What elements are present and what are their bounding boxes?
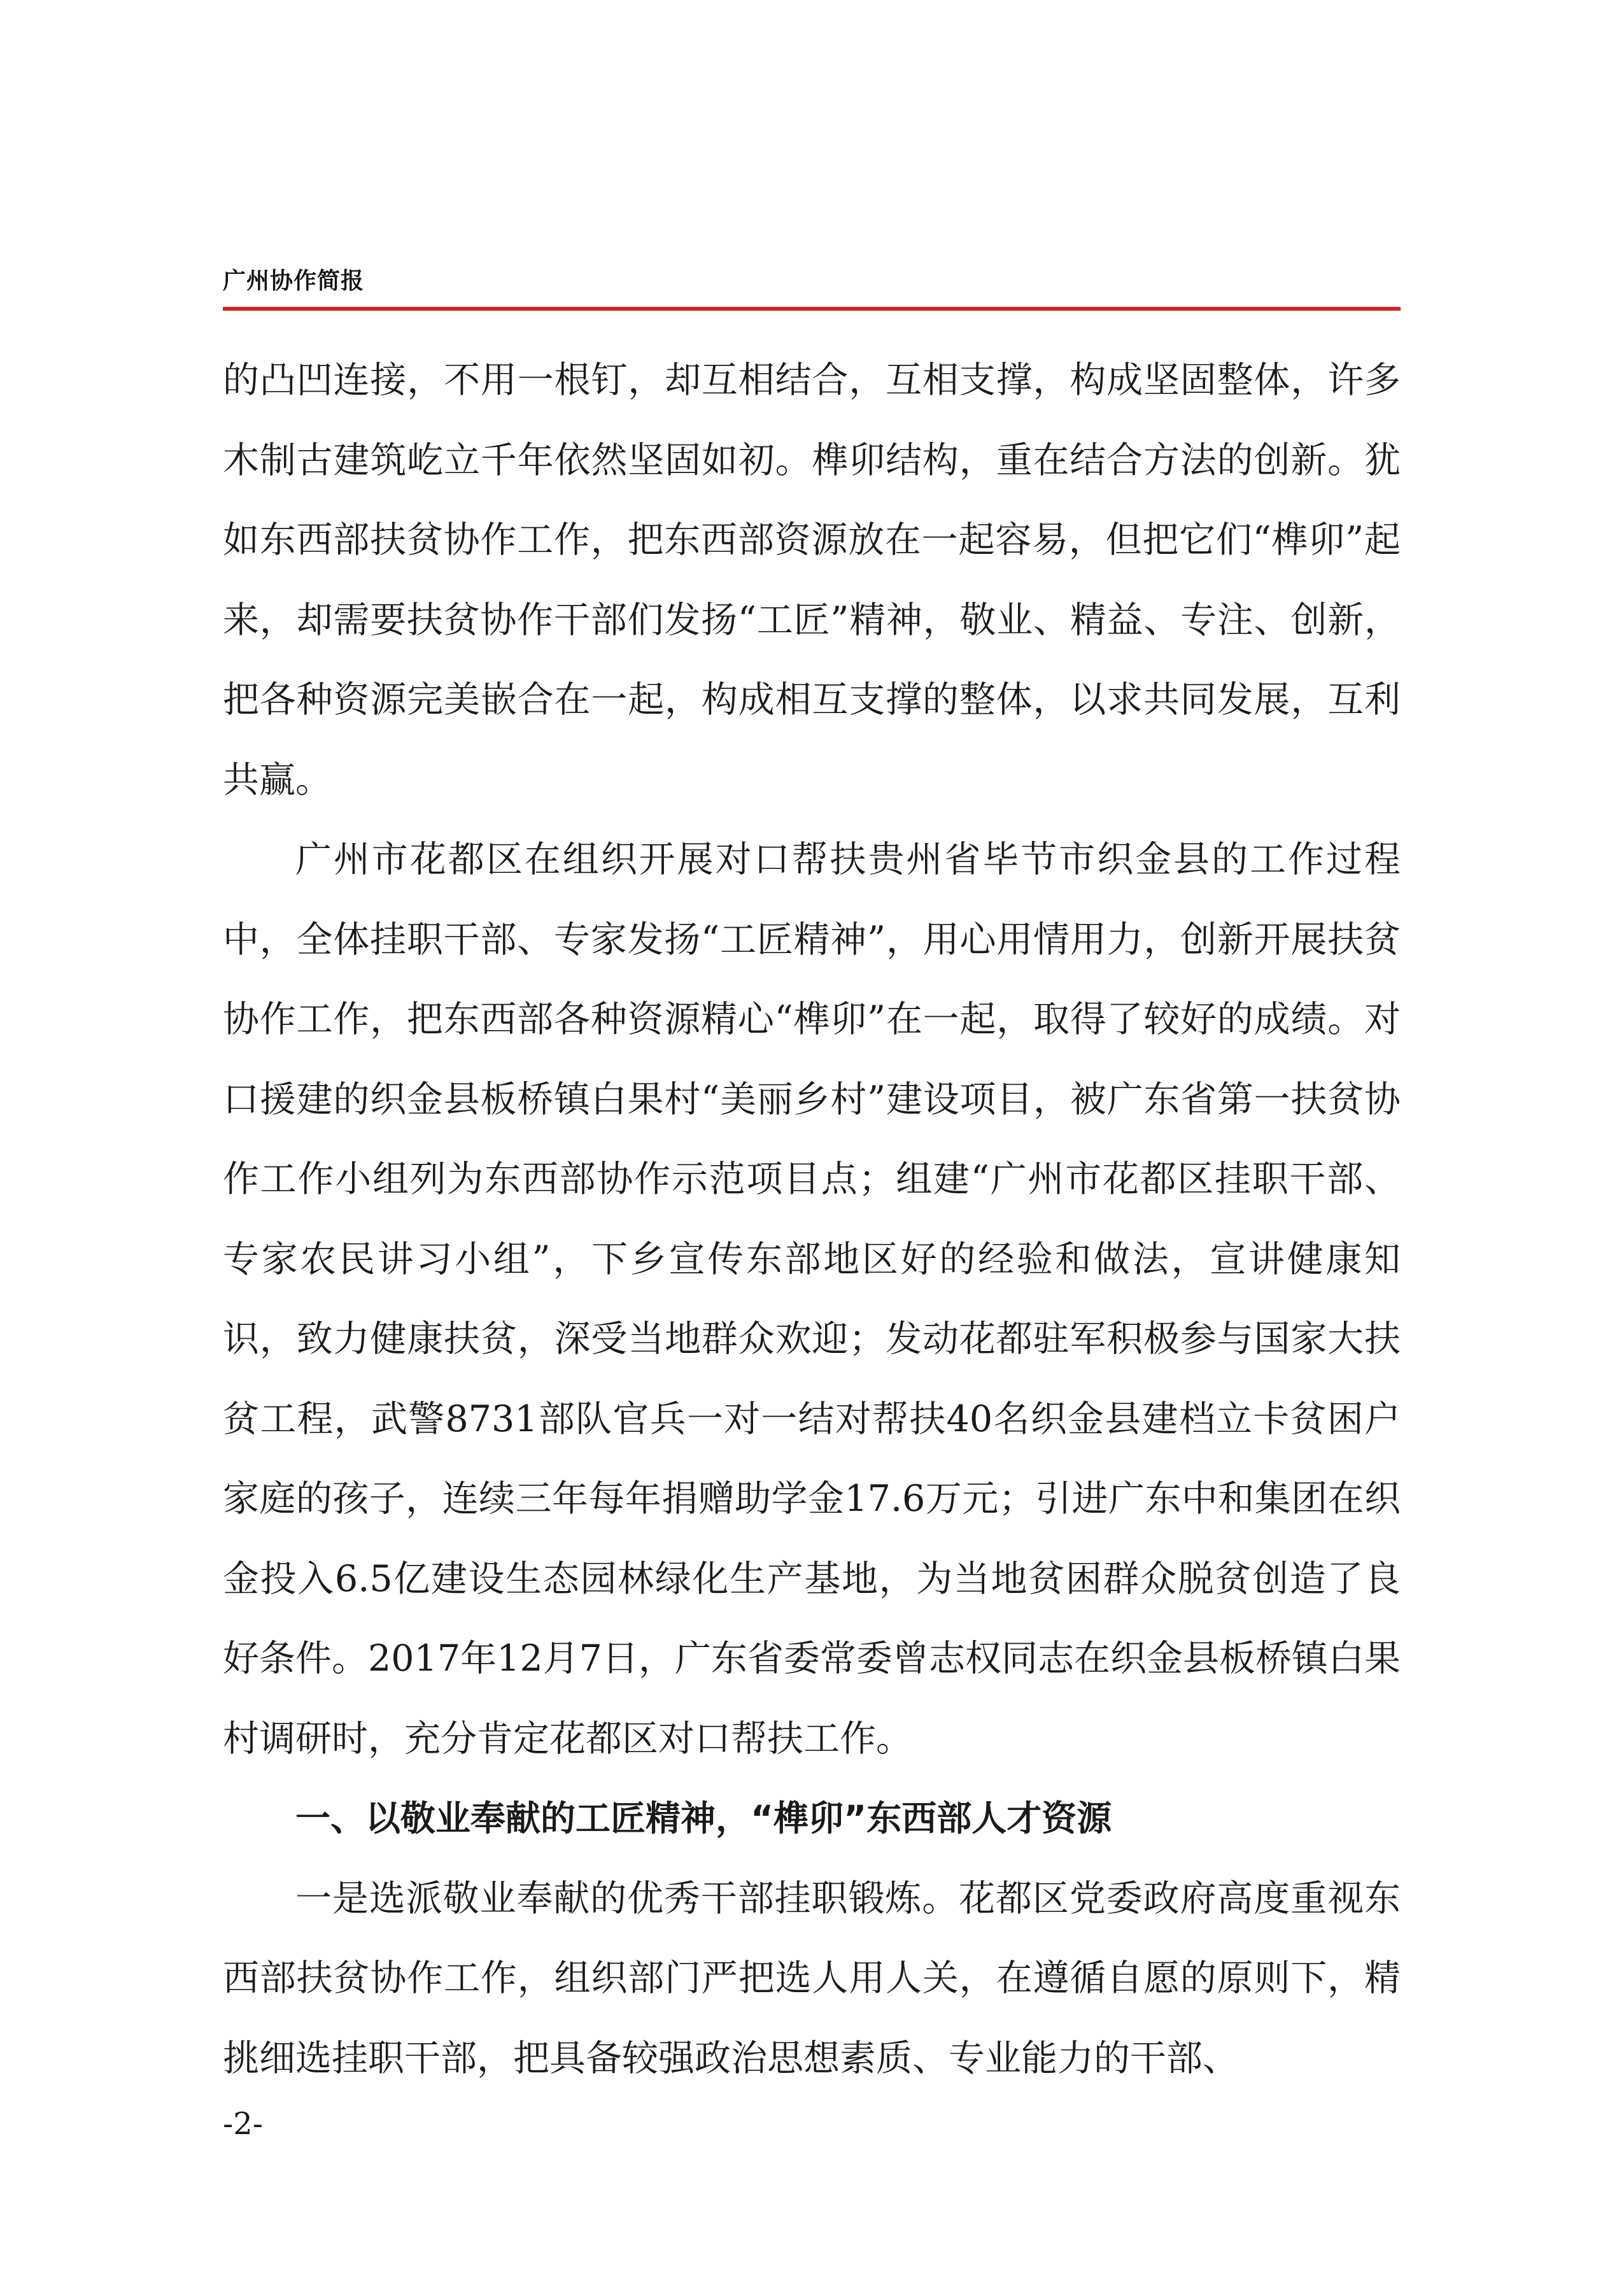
page-number: -2- — [223, 2106, 263, 2142]
section-heading: 一、以敬业奉献的工匠精神，“榫卯”东西部人才资源 — [295, 1798, 1112, 1839]
body-paragraph — [223, 1859, 1401, 2099]
paragraph-lead-sentence: 一是选派敬业奉献的优秀干部挂职锻炼。 — [295, 1877, 959, 1920]
header-title: 广州协作简报 — [223, 268, 365, 294]
document-body — [223, 341, 1401, 2098]
paragraph-text: 花都区党委政府高度重视东西部扶贫协作工作，组织部门严把选人用人关，在遵循自愿的原则下，精挑细选挂职干部，把具备较强政治思想素质、专业能力的干部、 — [223, 1877, 1401, 2079]
body-paragraph: 的凸凹连接，不用一根钉，却互相结合，互相支撑，构成坚固整体，许多木制古建筑屹立千年依然坚固如初。榫卯结构，重在结合方法的创新。犹如东西部扶贫协作工作，把东西部资源放在一起容易，但把它们“榫卯”起来，却需要扶贫协作干部们发扬“工匠”精神，敬业、精益、专注、创新，把各种资源完美嵌合在一起，构成相互支撑的整体，以求共同发展，互利共赢。 — [223, 359, 1401, 801]
header-divider — [223, 307, 1401, 311]
body-paragraph: 广州市花都区在组织开展对口帮扶贵州省毕节市织金县的工作过程中，全体挂职干部、专家发扬“工匠精神”，用心用情用力，创新开展扶贫协作工作，把东西部各种资源精心“榫卯”在一起，取得了较好的成绩。对口援建的织金县板桥镇白果村“美丽乡村”建设项目，被广东省第一扶贫协作工作小组列为东西部协作示范项目点；组建“广州市花都区挂职干部、专家农民讲习小组”，下乡宣传东部地区好的经验和做法，宣讲健康知识，致力健康扶贫，深受当地群众欢迎；发动花都驻军积极参与国家大扶贫工程，武警8731部队官兵一对一结对帮扶40名织金县建档立卡贫困户家庭的孩子，连续三年每年捐赠助学金17.6万元；引进广东中和集团在织金投入6.5亿建设生态园林绿化生产基地，为当地贫困群众脱贫创造了良好条件。2017年12月7日，广东省委常委曾志权同志在织金县板桥镇白果村调研时，充分肯定花都区对口帮扶工作。 — [223, 838, 1401, 1760]
